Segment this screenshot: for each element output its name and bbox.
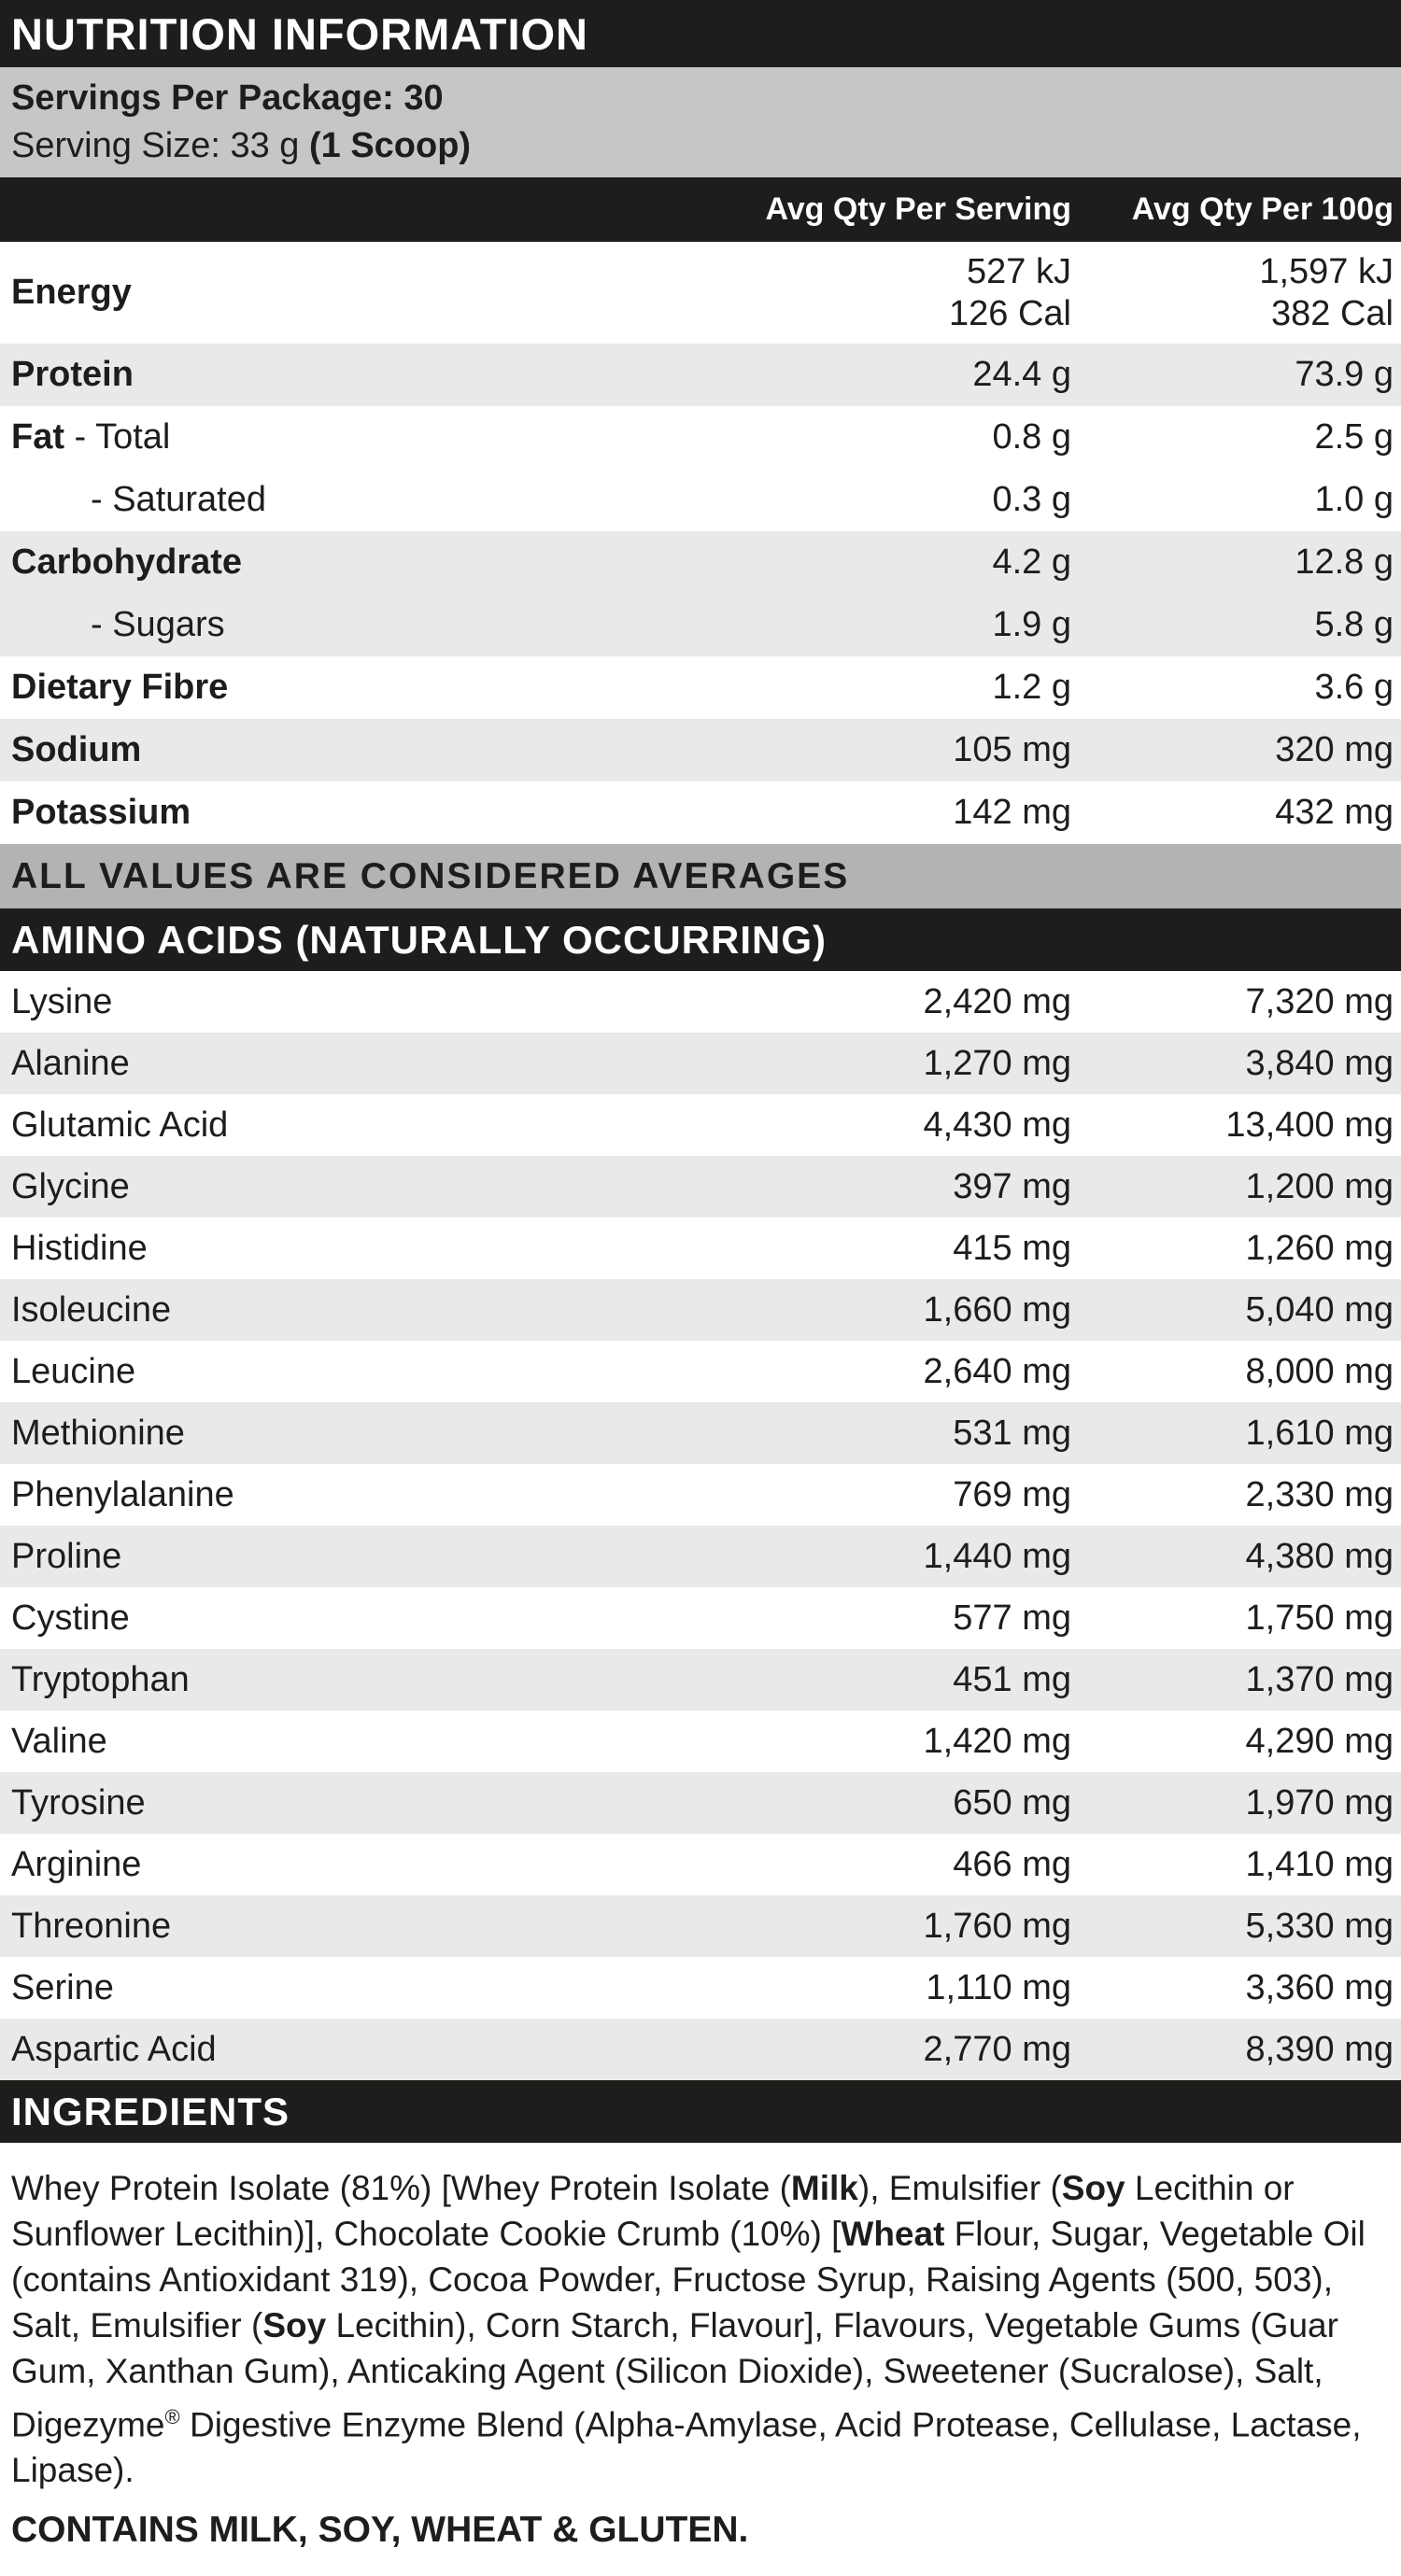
averages-note: ALL VALUES ARE CONSIDERED AVERAGES	[0, 844, 1401, 908]
ingredients-header: INGREDIENTS	[0, 2080, 1401, 2143]
value-per-serving	[949, 251, 1071, 333]
value-per-100g: 5,040 mg	[1245, 1289, 1394, 1330]
row-label: Aspartic Acid	[11, 2029, 217, 2069]
value-per-serving: 451 mg	[953, 1659, 1071, 1699]
value-per-100g: 1,750 mg	[1245, 1598, 1394, 1638]
row-leucine	[0, 1341, 1401, 1402]
row-label: Protein	[11, 355, 134, 394]
row-potassium	[0, 781, 1401, 844]
value-per-serving: 2,770 mg	[923, 2029, 1071, 2069]
row-label: Phenylalanine	[11, 1474, 234, 1514]
row-phenylalanine	[0, 1464, 1401, 1526]
fat-label-bold: Fat	[11, 417, 64, 457]
row-label: Energy	[11, 273, 132, 312]
row-histidine	[0, 1218, 1401, 1279]
row-lysine	[0, 971, 1401, 1033]
value-per-serving: 397 mg	[953, 1166, 1071, 1206]
value-per-serving: 142 mg	[953, 793, 1071, 832]
row-sugars	[0, 594, 1401, 656]
value-per-serving: 531 mg	[953, 1413, 1071, 1453]
value-per-serving: 415 mg	[953, 1228, 1071, 1268]
row-energy	[0, 242, 1401, 344]
row-glycine	[0, 1156, 1401, 1218]
allergen-soy: Soy	[1061, 2169, 1125, 2207]
row-label: Sodium	[11, 730, 142, 769]
row-methionine	[0, 1402, 1401, 1464]
energy-kj-100g: 1,597 kJ	[1259, 252, 1394, 292]
row-label: Tryptophan	[11, 1659, 190, 1699]
allergen-wheat: Wheat	[841, 2215, 945, 2253]
row-glutamic-acid	[0, 1094, 1401, 1156]
ingredients-segment: Flour, Sugar, Vegetable Oil (contains Antioxidant 319), Cocoa Powder, Fructose Syrup, Raising Agents (500, 503), Salt, Emulsifier (	[11, 2215, 1366, 2344]
allergen-soy: Soy	[262, 2306, 327, 2344]
column-header-per-serving: Avg Qty Per Serving	[765, 191, 1071, 227]
registered-trademark-symbol: ®	[164, 2405, 180, 2428]
value-per-serving: 1,420 mg	[923, 1721, 1071, 1761]
value-per-serving: 4.2 g	[992, 542, 1071, 582]
row-label: Alanine	[11, 1043, 130, 1083]
value-per-100g: 3.6 g	[1314, 668, 1394, 707]
nutrition-title: NUTRITION INFORMATION	[0, 0, 1401, 67]
column-header-bar	[0, 177, 1401, 242]
row-tryptophan	[0, 1649, 1401, 1710]
contains-statement: CONTAINS MILK, SOY, WHEAT & GLUTEN.	[11, 2510, 749, 2551]
value-per-100g: 1,610 mg	[1245, 1413, 1394, 1453]
value-per-100g: 13,400 mg	[1225, 1105, 1394, 1145]
fat-label-rest: - Total	[64, 417, 171, 457]
row-valine	[0, 1710, 1401, 1772]
row-tyrosine	[0, 1772, 1401, 1834]
value-per-100g: 1,370 mg	[1245, 1659, 1394, 1699]
ingredients-segment: Lecithin), Corn Starch, Flavour], Flavours, Vegetable Gums (Guar Gum, Xanthan Gum), Anticaking Agent (Silicon Dioxide), Sweetener (Sucralose), Salt, Digezyme	[11, 2306, 1338, 2444]
row-label: Methionine	[11, 1413, 185, 1453]
energy-kj-serving: 527 kJ	[967, 252, 1071, 292]
row-label: Glycine	[11, 1166, 130, 1206]
row-label: Proline	[11, 1536, 122, 1576]
value-per-100g: 1.0 g	[1314, 480, 1394, 519]
value-per-serving: 105 mg	[953, 730, 1071, 769]
row-label: - Saturated	[91, 480, 266, 519]
serving-size-scoop: (1 Scoop)	[308, 126, 472, 165]
row-label: Cystine	[11, 1598, 130, 1638]
row-fat-saturated	[0, 469, 1401, 531]
value-per-100g: 432 mg	[1275, 793, 1394, 832]
ingredients-segment: Lecithin or Sunflower Lecithin)], Chocolate Cookie Crumb (10%) [	[11, 2169, 1295, 2253]
value-per-serving: 2,420 mg	[923, 981, 1071, 1021]
value-per-100g: 73.9 g	[1295, 355, 1394, 394]
value-per-serving: 1.2 g	[992, 668, 1071, 707]
row-label: Leucine	[11, 1351, 136, 1391]
value-per-serving: 577 mg	[953, 1598, 1071, 1638]
ingredients-segment: ), Emulsifier (	[857, 2169, 1062, 2207]
value-per-100g: 1,410 mg	[1245, 1844, 1394, 1884]
row-cystine	[0, 1587, 1401, 1649]
row-arginine	[0, 1834, 1401, 1895]
value-per-serving: 1,760 mg	[923, 1906, 1071, 1946]
value-per-serving: 769 mg	[953, 1474, 1071, 1514]
ingredients-segment: Digestive Enzyme Blend (Alpha-Amylase, Acid Protease, Cellulase, Lactase, Lipase).	[11, 2405, 1362, 2490]
serving-size	[11, 126, 1401, 166]
amino-acids-header: AMINO ACIDS (NATURALLY OCCURRING)	[0, 908, 1401, 971]
value-per-100g: 1,970 mg	[1245, 1782, 1394, 1823]
value-per-100g: 1,200 mg	[1245, 1166, 1394, 1206]
value-per-100g	[1259, 251, 1394, 333]
column-header-per-100g: Avg Qty Per 100g	[1131, 191, 1394, 227]
value-per-100g: 1,260 mg	[1245, 1228, 1394, 1268]
row-carbohydrate	[0, 531, 1401, 594]
energy-cal-serving: 126 Cal	[949, 293, 1071, 333]
row-label: Isoleucine	[11, 1289, 172, 1330]
row-label: Carbohydrate	[11, 542, 243, 582]
ingredients-segment: Whey Protein Isolate (81%) [Whey Protein Isolate (	[11, 2169, 791, 2207]
value-per-100g: 320 mg	[1275, 730, 1394, 769]
energy-cal-100g: 382 Cal	[1271, 293, 1394, 333]
row-label: Tyrosine	[11, 1782, 146, 1823]
row-label: Dietary Fibre	[11, 668, 229, 707]
value-per-serving: 1.9 g	[992, 605, 1071, 644]
row-fat-total	[0, 406, 1401, 469]
value-per-100g: 2,330 mg	[1245, 1474, 1394, 1514]
value-per-100g: 4,290 mg	[1245, 1721, 1394, 1761]
servings-per-package: Servings Per Package: 30	[11, 78, 444, 118]
value-per-serving: 466 mg	[953, 1844, 1071, 1884]
value-per-serving: 1,270 mg	[923, 1043, 1071, 1083]
value-per-100g: 8,390 mg	[1245, 2029, 1394, 2069]
row-serine	[0, 1957, 1401, 2019]
value-per-serving: 1,110 mg	[926, 1967, 1071, 2007]
allergen-milk: Milk	[790, 2169, 858, 2207]
value-per-serving: 4,430 mg	[923, 1105, 1071, 1145]
row-label	[11, 417, 763, 457]
value-per-serving: 0.3 g	[992, 480, 1071, 519]
value-per-serving: 24.4 g	[972, 355, 1071, 394]
value-per-100g: 2.5 g	[1314, 417, 1394, 457]
row-sodium	[0, 719, 1401, 781]
row-label: Lysine	[11, 981, 113, 1021]
row-label: Threonine	[11, 1906, 172, 1946]
serving-info-bar	[0, 67, 1401, 177]
row-label: Histidine	[11, 1228, 148, 1268]
row-proline	[0, 1526, 1401, 1587]
row-threonine	[0, 1895, 1401, 1957]
ingredients-text	[0, 2143, 1401, 2493]
value-per-100g: 5,330 mg	[1245, 1906, 1394, 1946]
row-aspartic-acid	[0, 2019, 1401, 2080]
row-dietary-fibre	[0, 656, 1401, 719]
row-label: Arginine	[11, 1844, 142, 1884]
value-per-100g: 4,380 mg	[1245, 1536, 1394, 1576]
row-label: - Sugars	[91, 605, 225, 644]
value-per-100g: 3,840 mg	[1245, 1043, 1394, 1083]
value-per-100g: 7,320 mg	[1245, 981, 1394, 1021]
value-per-serving: 1,440 mg	[923, 1536, 1071, 1576]
row-alanine	[0, 1033, 1401, 1094]
value-per-100g: 3,360 mg	[1245, 1967, 1394, 2007]
value-per-100g: 5.8 g	[1314, 605, 1394, 644]
row-label: Potassium	[11, 793, 191, 832]
value-per-serving: 2,640 mg	[923, 1351, 1071, 1391]
row-label: Valine	[11, 1721, 107, 1761]
value-per-100g: 8,000 mg	[1245, 1351, 1394, 1391]
row-label: Serine	[11, 1967, 114, 2007]
row-isoleucine	[0, 1279, 1401, 1341]
row-label: Glutamic Acid	[11, 1105, 229, 1145]
value-per-serving: 650 mg	[953, 1782, 1071, 1823]
value-per-serving: 0.8 g	[992, 417, 1071, 457]
row-protein	[0, 344, 1401, 406]
value-per-serving: 1,660 mg	[923, 1289, 1071, 1330]
serving-size-text: Serving Size: 33 g	[11, 126, 309, 165]
value-per-100g: 12.8 g	[1295, 542, 1394, 582]
